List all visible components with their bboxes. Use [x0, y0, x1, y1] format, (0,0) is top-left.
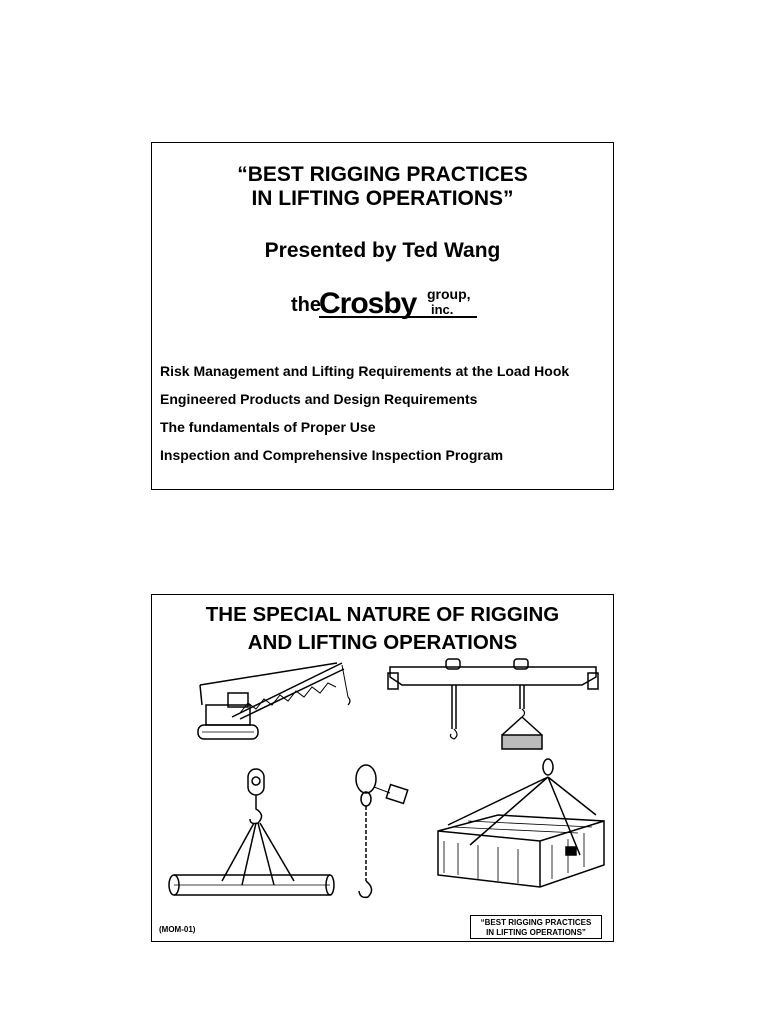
topic-item: Inspection and Comprehensive Inspection Program [160, 447, 504, 463]
chain-sling-illustration [348, 763, 418, 913]
crawler-crane-illustration [192, 657, 357, 757]
footer-title-box: “BEST RIGGING PRACTICES IN LIFTING OPERATIONS” [470, 915, 602, 939]
crosby-group-logo [289, 281, 489, 321]
title-slide [151, 142, 614, 490]
crate-sling-illustration [428, 755, 608, 905]
presenter-line: Presented by Ted Wang [264, 239, 501, 262]
topic-item: Risk Management and Lifting Requirements at the Load Hook [160, 363, 570, 379]
rigging-nature-slide [151, 594, 614, 942]
logo-suffix-top: group, [427, 286, 471, 302]
topic-item: Engineered Products and Design Requirements [160, 391, 478, 407]
hook-pipe-bundle-illustration [162, 763, 337, 903]
logo-name: Crosby [319, 287, 417, 320]
overhead-crane-illustration [386, 657, 606, 757]
slide-code: (MOM-01) [159, 925, 196, 934]
slide-title: THE SPECIAL NATURE OF RIGGING AND LIFTING OPERATIONS [205, 603, 560, 654]
topic-item: The fundamentals of Proper Use [160, 419, 376, 435]
slide-title: “BEST RIGGING PRACTICES IN LIFTING OPERATIONS” [237, 163, 528, 210]
logo-suffix-bottom: inc. [431, 302, 454, 317]
topic-list [160, 357, 569, 469]
logo-prefix: the [291, 294, 321, 316]
